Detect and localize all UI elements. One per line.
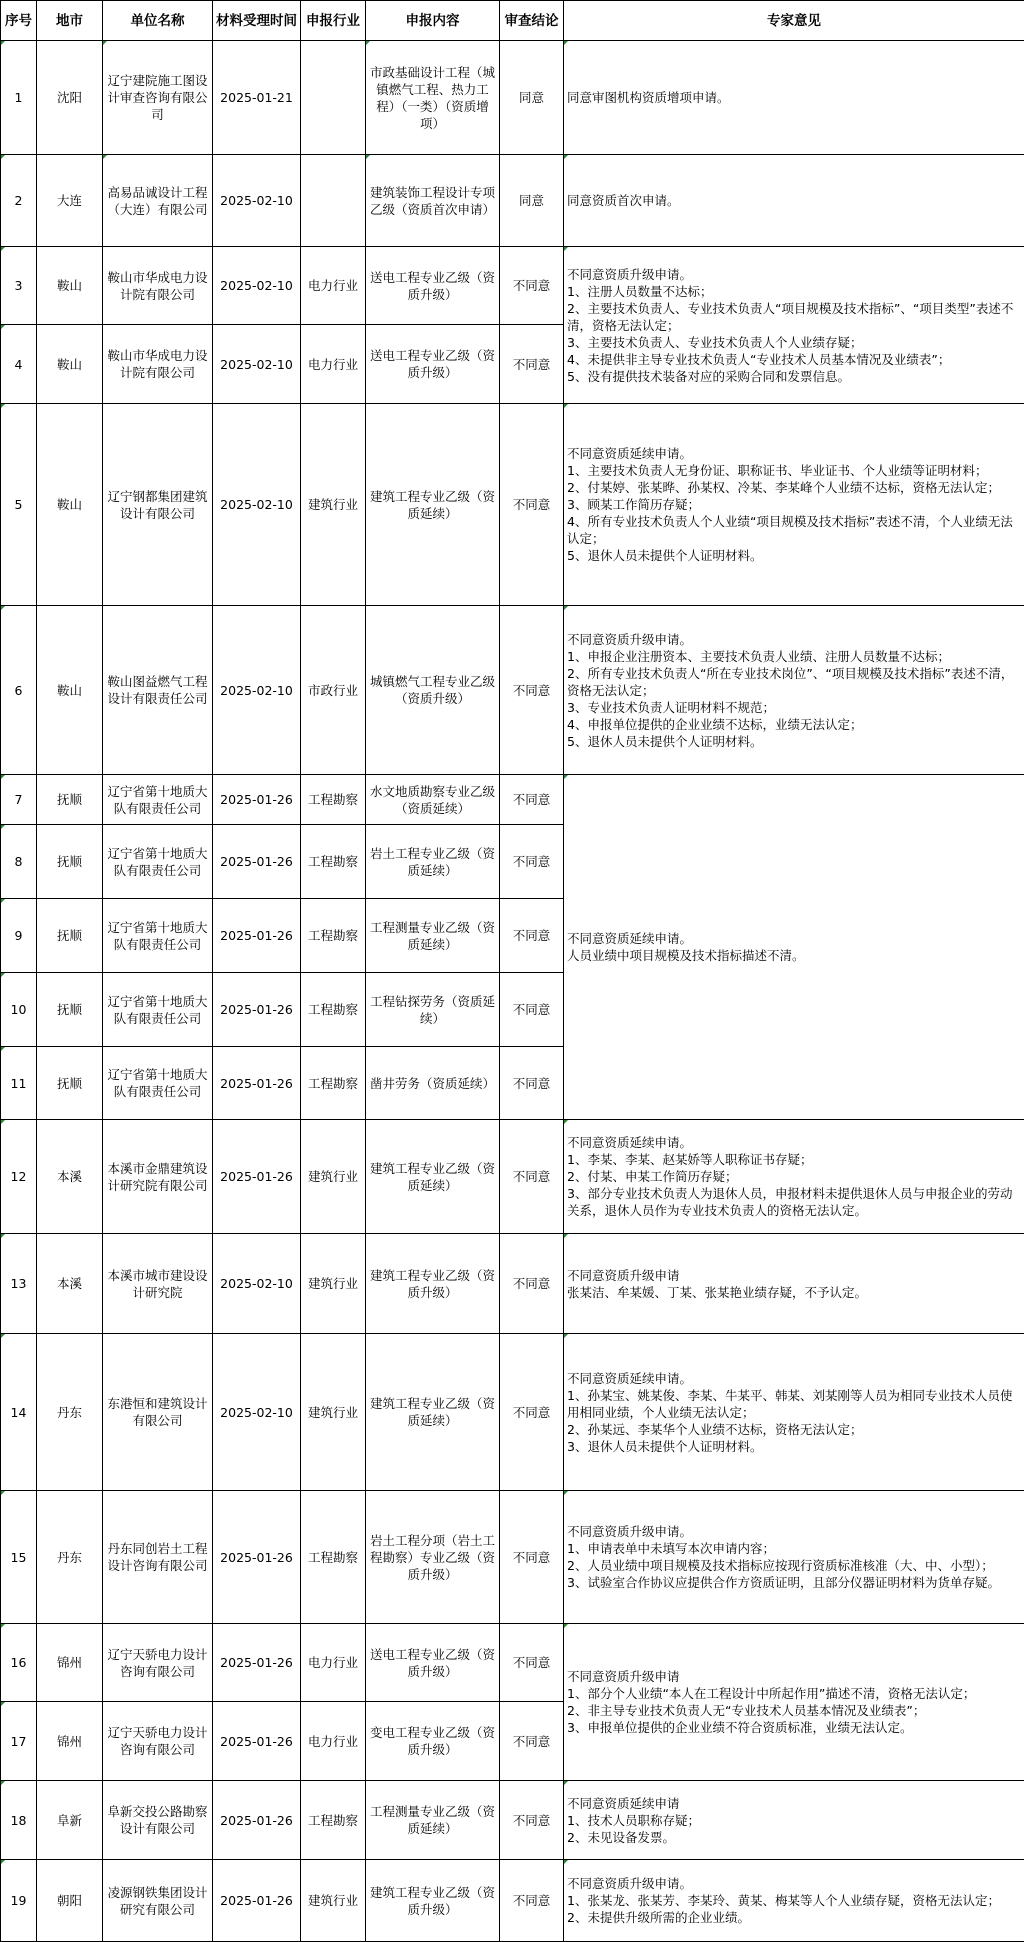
row-unit-name: 辽宁省第十地质大队有限责任公司 bbox=[103, 825, 213, 899]
header-no: 序号 bbox=[1, 1, 37, 41]
cell-marker-icon bbox=[564, 1860, 568, 1864]
header-city: 地市 bbox=[37, 1, 103, 41]
row-content: 工程测量专业乙级（资质延续） bbox=[366, 899, 500, 973]
opinion-line: 2、所有专业技术负责人“所在专业技术岗位”、“项目规模及技术指标”表述不清，资格无法认定； bbox=[567, 665, 1022, 699]
cell-marker-icon bbox=[1, 1334, 5, 1338]
cell-marker-icon bbox=[564, 1234, 568, 1238]
row-industry: 市政行业 bbox=[301, 606, 366, 775]
cell-marker-icon bbox=[1, 825, 5, 829]
cell-marker-icon bbox=[564, 1120, 568, 1124]
row-city: 丹东 bbox=[37, 1334, 103, 1491]
row-expert-opinion bbox=[564, 247, 1024, 404]
row-expert-opinion bbox=[564, 775, 1024, 1120]
header-result: 审查结论 bbox=[500, 1, 564, 41]
opinion-line: 不同意资质升级申请 bbox=[567, 1267, 1022, 1284]
row-date: 2025-01-21 bbox=[213, 41, 301, 155]
row-expert-opinion bbox=[564, 1491, 1024, 1624]
row-result: 不同意 bbox=[500, 1047, 564, 1120]
row-expert-opinion bbox=[564, 606, 1024, 775]
row-date: 2025-01-26 bbox=[213, 775, 301, 825]
opinion-line: 1、注册人员数量不达标； bbox=[567, 283, 1022, 300]
cell-marker-icon bbox=[1, 606, 5, 610]
opinion-line: 4、未提供非主导专业技术负责人“专业技术人员基本情况及业绩表”； bbox=[567, 351, 1022, 368]
table-row bbox=[1, 1860, 1024, 1942]
opinion-line: 1、张某龙、张某芳、李某玲、黄某、梅某等人个人业绩存疑，资格无法认定； bbox=[567, 1892, 1022, 1909]
row-result: 不同意 bbox=[500, 606, 564, 775]
opinion-line: 4、所有专业技术负责人个人业绩“项目规模及技术指标”表述不清，个人业绩无法认定； bbox=[567, 513, 1022, 547]
row-expert-opinion bbox=[564, 1120, 1024, 1234]
row-industry: 工程勘察 bbox=[301, 775, 366, 825]
cell-marker-icon bbox=[564, 1491, 568, 1495]
row-industry: 建筑行业 bbox=[301, 1334, 366, 1491]
row-unit-name: 辽宁省第十地质大队有限责任公司 bbox=[103, 1047, 213, 1120]
row-industry: 工程勘察 bbox=[301, 899, 366, 973]
opinion-line: 4、申报单位提供的企业业绩不达标，业绩无法认定； bbox=[567, 716, 1022, 733]
row-unit-name: 阜新交投公路勘察设计有限公司 bbox=[103, 1781, 213, 1860]
opinion-line: 1、李某、李某、赵某娇等人职称证书存疑； bbox=[567, 1151, 1022, 1168]
row-result: 不同意 bbox=[500, 1860, 564, 1942]
opinion-line: 3、申报单位提供的企业业绩不符合资质标准，业绩无法认定。 bbox=[567, 1719, 1022, 1736]
row-expert-opinion bbox=[564, 41, 1024, 155]
cell-marker-icon bbox=[366, 41, 370, 45]
table-row bbox=[1, 41, 1024, 155]
row-result: 不同意 bbox=[500, 775, 564, 825]
row-number: 10 bbox=[1, 973, 37, 1047]
row-unit-name: 辽宁天骄电力设计咨询有限公司 bbox=[103, 1624, 213, 1702]
cell-marker-icon bbox=[1, 775, 5, 779]
row-date: 2025-01-26 bbox=[213, 1491, 301, 1624]
row-number: 17 bbox=[1, 1702, 37, 1781]
row-date: 2025-02-10 bbox=[213, 1234, 301, 1334]
header-content: 申报内容 bbox=[366, 1, 500, 41]
row-industry bbox=[301, 155, 366, 247]
row-date: 2025-01-26 bbox=[213, 1120, 301, 1234]
table-row bbox=[1, 1624, 1024, 1702]
row-result: 不同意 bbox=[500, 899, 564, 973]
row-city: 丹东 bbox=[37, 1491, 103, 1624]
row-city: 朝阳 bbox=[37, 1860, 103, 1942]
row-city: 大连 bbox=[37, 155, 103, 247]
row-number: 8 bbox=[1, 825, 37, 899]
cell-marker-icon bbox=[1, 1491, 5, 1495]
cell-marker-icon bbox=[1, 1702, 5, 1706]
row-city: 本溪 bbox=[37, 1234, 103, 1334]
row-unit-name: 辽宁省第十地质大队有限责任公司 bbox=[103, 973, 213, 1047]
table-row bbox=[1, 1234, 1024, 1334]
opinion-line: 1、技术人员职称存疑； bbox=[567, 1812, 1022, 1829]
row-unit-name: 凌源钢铁集团设计研究有限公司 bbox=[103, 1860, 213, 1942]
row-number: 1 bbox=[1, 41, 37, 155]
table-row bbox=[1, 1781, 1024, 1860]
row-date: 2025-02-10 bbox=[213, 247, 301, 325]
opinion-line: 不同意资质升级申请。 bbox=[567, 266, 1022, 283]
row-industry: 建筑行业 bbox=[301, 1860, 366, 1942]
row-date: 2025-01-26 bbox=[213, 825, 301, 899]
opinion-line: 5、退休人员未提供个人证明材料。 bbox=[567, 733, 1022, 750]
row-date: 2025-01-26 bbox=[213, 1781, 301, 1860]
cell-marker-icon bbox=[1, 325, 5, 329]
row-result: 不同意 bbox=[500, 973, 564, 1047]
row-content: 工程测量专业乙级（资质延续） bbox=[366, 1781, 500, 1860]
row-date: 2025-02-10 bbox=[213, 325, 301, 404]
row-industry bbox=[301, 41, 366, 155]
cell-marker-icon bbox=[564, 404, 568, 408]
row-city: 本溪 bbox=[37, 1120, 103, 1234]
opinion-line: 2、付某婷、张某晔、孙某权、冷某、李某峰个人业绩不达标，资格无法认定； bbox=[567, 479, 1022, 496]
row-city: 鞍山 bbox=[37, 404, 103, 606]
row-result: 不同意 bbox=[500, 1120, 564, 1234]
opinion-line: 不同意资质升级申请。 bbox=[567, 1523, 1022, 1540]
opinion-line: 不同意资质升级申请 bbox=[567, 1668, 1022, 1685]
row-result: 不同意 bbox=[500, 1702, 564, 1781]
cell-marker-icon bbox=[1, 155, 5, 159]
row-city: 鞍山 bbox=[37, 325, 103, 404]
row-result: 不同意 bbox=[500, 1491, 564, 1624]
table-row bbox=[1, 1120, 1024, 1234]
header-industry: 申报行业 bbox=[301, 1, 366, 41]
cell-marker-icon bbox=[1, 1624, 5, 1628]
opinion-line: 5、退休人员未提供个人证明材料。 bbox=[567, 547, 1022, 564]
row-result: 不同意 bbox=[500, 325, 564, 404]
table-row bbox=[1, 247, 1024, 325]
row-result: 不同意 bbox=[500, 404, 564, 606]
row-industry: 电力行业 bbox=[301, 1702, 366, 1781]
opinion-line: 不同意资质延续申请。 bbox=[567, 1134, 1022, 1151]
row-number: 13 bbox=[1, 1234, 37, 1334]
header-opinion: 专家意见 bbox=[564, 1, 1024, 41]
opinion-line: 2、主要技术负责人、专业技术负责人“项目规模及技术指标”、“项目类型”表述不清，资格无法认定； bbox=[567, 300, 1022, 334]
header-row bbox=[1, 1, 1024, 41]
row-industry: 建筑行业 bbox=[301, 404, 366, 606]
row-industry: 电力行业 bbox=[301, 325, 366, 404]
row-date: 2025-02-10 bbox=[213, 404, 301, 606]
row-number: 11 bbox=[1, 1047, 37, 1120]
row-city: 鞍山 bbox=[37, 606, 103, 775]
row-content: 送电工程专业乙级（资质升级） bbox=[366, 325, 500, 404]
cell-marker-icon bbox=[103, 155, 107, 159]
table-row bbox=[1, 404, 1024, 606]
table-row bbox=[1, 1491, 1024, 1624]
row-number: 12 bbox=[1, 1120, 37, 1234]
row-expert-opinion bbox=[564, 1860, 1024, 1942]
row-number: 6 bbox=[1, 606, 37, 775]
opinion-line: 人员业绩中项目规模及技术指标描述不清。 bbox=[567, 947, 1022, 964]
cell-marker-icon bbox=[564, 155, 568, 159]
row-date: 2025-01-26 bbox=[213, 1624, 301, 1702]
row-unit-name: 东港恒和建筑设计有限公司 bbox=[103, 1334, 213, 1491]
row-content: 建筑工程专业乙级（资质延续） bbox=[366, 404, 500, 606]
row-content: 送电工程专业乙级（资质升级） bbox=[366, 247, 500, 325]
row-number: 19 bbox=[1, 1860, 37, 1942]
opinion-line: 同意资质首次申请。 bbox=[567, 192, 1022, 209]
table-row bbox=[1, 775, 1024, 825]
row-content: 建筑工程专业乙级（资质升级） bbox=[366, 1860, 500, 1942]
cell-marker-icon bbox=[564, 1334, 568, 1338]
cell-marker-icon bbox=[1, 41, 5, 45]
row-number: 15 bbox=[1, 1491, 37, 1624]
cell-marker-icon bbox=[1, 899, 5, 903]
opinion-line: 1、主要技术负责人无身份证、职称证书、毕业证书、个人业绩等证明材料； bbox=[567, 462, 1022, 479]
cell-marker-icon bbox=[1, 1120, 5, 1124]
row-unit-name: 辽宁钢都集团建筑设计有限公司 bbox=[103, 404, 213, 606]
row-content: 凿井劳务（资质延续） bbox=[366, 1047, 500, 1120]
opinion-line: 不同意资质延续申请。 bbox=[567, 930, 1022, 947]
opinion-line: 3、主要技术负责人、专业技术负责人个人业绩存疑； bbox=[567, 334, 1022, 351]
row-number: 3 bbox=[1, 247, 37, 325]
row-unit-name: 辽宁省第十地质大队有限责任公司 bbox=[103, 775, 213, 825]
row-content: 岩土工程分项（岩土工程勘察）专业乙级（资质升级） bbox=[366, 1491, 500, 1624]
row-unit-name: 鞍山市华成电力设计院有限公司 bbox=[103, 247, 213, 325]
row-result: 同意 bbox=[500, 155, 564, 247]
row-unit-name: 本溪市金鼎建筑设计研究院有限公司 bbox=[103, 1120, 213, 1234]
row-unit-name: 鞍山市华成电力设计院有限公司 bbox=[103, 325, 213, 404]
row-city: 阜新 bbox=[37, 1781, 103, 1860]
opinion-line: 2、人员业绩中项目规模及技术指标应按现行资质标准核准（大、中、小型）； bbox=[567, 1557, 1022, 1574]
row-city: 鞍山 bbox=[37, 247, 103, 325]
row-content: 送电工程专业乙级（资质升级） bbox=[366, 1624, 500, 1702]
row-unit-name: 高易品诚设计工程（大连）有限公司 bbox=[103, 155, 213, 247]
row-number: 5 bbox=[1, 404, 37, 606]
row-result: 不同意 bbox=[500, 825, 564, 899]
row-number: 7 bbox=[1, 775, 37, 825]
row-city: 锦州 bbox=[37, 1624, 103, 1702]
row-result: 不同意 bbox=[500, 247, 564, 325]
row-city: 抚顺 bbox=[37, 825, 103, 899]
row-date: 2025-01-26 bbox=[213, 899, 301, 973]
cell-marker-icon bbox=[564, 1781, 568, 1785]
opinion-line: 2、孙某远、李某华个人业绩不达标，资格无法认定； bbox=[567, 1421, 1022, 1438]
row-industry: 工程勘察 bbox=[301, 1491, 366, 1624]
cell-marker-icon bbox=[1, 404, 5, 408]
row-expert-opinion bbox=[564, 1234, 1024, 1334]
cell-marker-icon bbox=[564, 41, 568, 45]
cell-marker-icon bbox=[564, 247, 568, 251]
row-expert-opinion bbox=[564, 1334, 1024, 1491]
opinion-line: 3、顾某工作简历存疑； bbox=[567, 496, 1022, 513]
cell-marker-icon bbox=[1, 1860, 5, 1864]
opinion-line: 不同意资质延续申请。 bbox=[567, 445, 1022, 462]
row-city: 抚顺 bbox=[37, 973, 103, 1047]
row-unit-name: 辽宁天骄电力设计咨询有限公司 bbox=[103, 1702, 213, 1781]
row-content: 市政基础设计工程（城镇燃气工程、热力工程）（一类）（资质增项） bbox=[366, 41, 500, 155]
opinion-line: 1、申报企业注册资本、主要技术负责人业绩、注册人员数量不达标； bbox=[567, 648, 1022, 665]
row-content: 建筑工程专业乙级（资质升级） bbox=[366, 1234, 500, 1334]
row-content: 建筑工程专业乙级（资质延续） bbox=[366, 1334, 500, 1491]
row-result: 同意 bbox=[500, 41, 564, 155]
row-unit-name: 本溪市城市建设设计研究院 bbox=[103, 1234, 213, 1334]
row-content: 变电工程专业乙级（资质升级） bbox=[366, 1702, 500, 1781]
opinion-line: 1、孙某宝、姚某俊、李某、牛某平、韩某、刘某刚等人员为相同专业技术人员使用相同业绩，个人业绩无法认定； bbox=[567, 1387, 1022, 1421]
cell-marker-icon bbox=[564, 606, 568, 610]
opinion-line: 3、专业技术负责人证明材料不规范； bbox=[567, 699, 1022, 716]
row-date: 2025-02-10 bbox=[213, 606, 301, 775]
row-content: 城镇燃气工程专业乙级（资质升级） bbox=[366, 606, 500, 775]
opinion-line: 1、部分个人业绩“本人在工程设计中所起作用”描述不清，资格无法认定； bbox=[567, 1685, 1022, 1702]
row-content: 工程钻探劳务（资质延续） bbox=[366, 973, 500, 1047]
row-city: 抚顺 bbox=[37, 1047, 103, 1120]
opinion-line: 张某洁、牟某媛、丁某、张某艳业绩存疑，不予认定。 bbox=[567, 1284, 1022, 1301]
opinion-line: 同意审图机构资质增项申请。 bbox=[567, 89, 1022, 106]
header-unit: 单位名称 bbox=[103, 1, 213, 41]
row-number: 2 bbox=[1, 155, 37, 247]
table-row bbox=[1, 155, 1024, 247]
row-expert-opinion bbox=[564, 404, 1024, 606]
cell-marker-icon bbox=[1, 1047, 5, 1051]
row-result: 不同意 bbox=[500, 1781, 564, 1860]
row-date: 2025-01-26 bbox=[213, 1702, 301, 1781]
row-city: 抚顺 bbox=[37, 899, 103, 973]
opinion-line: 不同意资质升级申请。 bbox=[567, 631, 1022, 648]
cell-marker-icon bbox=[103, 41, 107, 45]
row-expert-opinion bbox=[564, 155, 1024, 247]
row-result: 不同意 bbox=[500, 1334, 564, 1491]
opinion-line: 2、未提供升级所需的企业业绩。 bbox=[567, 1909, 1022, 1926]
row-unit-name: 鞍山图益燃气工程设计有限责任公司 bbox=[103, 606, 213, 775]
row-date: 2025-02-10 bbox=[213, 155, 301, 247]
row-industry: 工程勘察 bbox=[301, 825, 366, 899]
opinion-line: 2、未见设备发票。 bbox=[567, 1829, 1022, 1846]
opinion-line: 不同意资质延续申请 bbox=[567, 1795, 1022, 1812]
cell-marker-icon bbox=[564, 775, 568, 779]
header-date: 材料受理时间 bbox=[213, 1, 301, 41]
row-content: 建筑工程专业乙级（资质延续） bbox=[366, 1120, 500, 1234]
row-unit-name: 辽宁省第十地质大队有限责任公司 bbox=[103, 899, 213, 973]
row-content: 水文地质勘察专业乙级（资质延续） bbox=[366, 775, 500, 825]
cell-marker-icon bbox=[1, 1781, 5, 1785]
row-unit-name: 辽宁建院施工图设计审查咨询有限公司 bbox=[103, 41, 213, 155]
row-date: 2025-01-26 bbox=[213, 1860, 301, 1942]
row-industry: 工程勘察 bbox=[301, 973, 366, 1047]
row-industry: 工程勘察 bbox=[301, 1781, 366, 1860]
cell-marker-icon bbox=[366, 155, 370, 159]
opinion-line: 3、退休人员未提供个人证明材料。 bbox=[567, 1438, 1022, 1455]
row-industry: 建筑行业 bbox=[301, 1234, 366, 1334]
row-number: 4 bbox=[1, 325, 37, 404]
row-date: 2025-01-26 bbox=[213, 1047, 301, 1120]
row-industry: 电力行业 bbox=[301, 247, 366, 325]
cell-marker-icon bbox=[1, 973, 5, 977]
row-date: 2025-01-26 bbox=[213, 973, 301, 1047]
row-industry: 建筑行业 bbox=[301, 1120, 366, 1234]
row-city: 锦州 bbox=[37, 1702, 103, 1781]
table-row bbox=[1, 1334, 1024, 1491]
row-result: 不同意 bbox=[500, 1624, 564, 1702]
opinion-line: 2、非主导专业技术负责人无“专业技术人员基本情况及业绩表”； bbox=[567, 1702, 1022, 1719]
row-number: 14 bbox=[1, 1334, 37, 1491]
row-date: 2025-02-10 bbox=[213, 1334, 301, 1491]
row-industry: 工程勘察 bbox=[301, 1047, 366, 1120]
row-expert-opinion bbox=[564, 1781, 1024, 1860]
opinion-line: 2、付某、申某工作简历存疑； bbox=[567, 1168, 1022, 1185]
opinion-line: 3、试验室合作协议应提供合作方资质证明，且部分仪器证明材料为货单存疑。 bbox=[567, 1574, 1022, 1591]
row-content: 岩土工程专业乙级（资质延续） bbox=[366, 825, 500, 899]
row-expert-opinion bbox=[564, 1624, 1024, 1781]
cell-marker-icon bbox=[1, 247, 5, 251]
row-industry: 电力行业 bbox=[301, 1624, 366, 1702]
row-result: 不同意 bbox=[500, 1234, 564, 1334]
opinion-line: 5、没有提供技术装备对应的采购合同和发票信息。 bbox=[567, 368, 1022, 385]
row-unit-name: 丹东同创岩土工程设计咨询有限公司 bbox=[103, 1491, 213, 1624]
opinion-line: 3、部分专业技术负责人为退休人员，申报材料未提供退休人员与申报企业的劳动关系，退休人员作为专业技术负责人的资格无法认定。 bbox=[567, 1185, 1022, 1219]
table-row bbox=[1, 606, 1024, 775]
opinion-line: 不同意资质延续申请。 bbox=[567, 1370, 1022, 1387]
row-number: 9 bbox=[1, 899, 37, 973]
row-number: 16 bbox=[1, 1624, 37, 1702]
row-city: 沈阳 bbox=[37, 41, 103, 155]
row-content: 建筑装饰工程设计专项乙级（资质首次申请） bbox=[366, 155, 500, 247]
opinion-line: 1、申请表单中未填写本次申请内容； bbox=[567, 1540, 1022, 1557]
cell-marker-icon bbox=[1, 1234, 5, 1238]
opinion-line: 不同意资质升级申请。 bbox=[567, 1875, 1022, 1892]
row-number: 18 bbox=[1, 1781, 37, 1860]
cell-marker-icon bbox=[564, 1624, 568, 1628]
row-city: 抚顺 bbox=[37, 775, 103, 825]
